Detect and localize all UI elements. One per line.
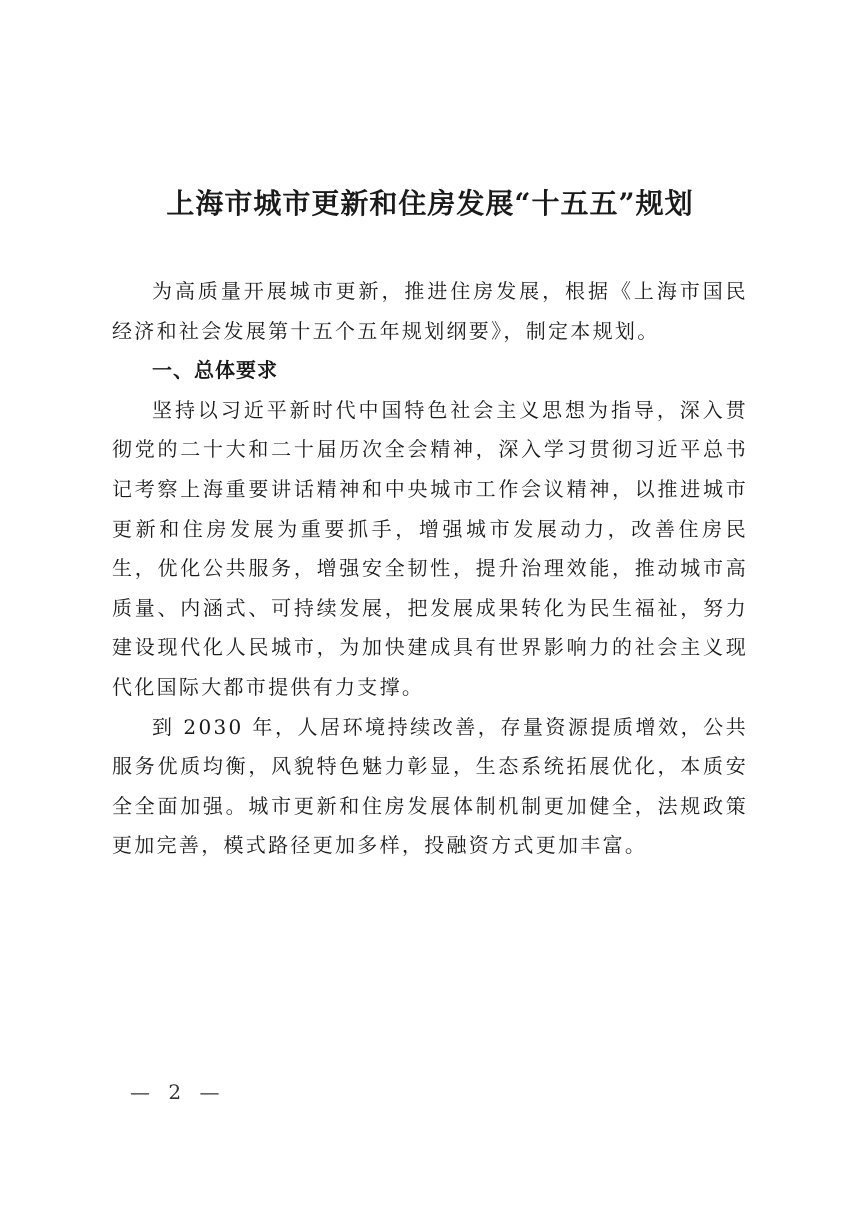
section-heading: 一、总体要求 — [152, 358, 278, 383]
document-body — [112, 272, 748, 866]
body-paragraph: 坚持以习近平新时代中国特色社会主义思想为指导，深入贯彻党的二十大和二十届历次全会精神，深入学习贯彻习近平总书记考察上海重要讲话精神和中央城市工作会议精神，以推进城市更新和住房发展为重要抓手，增强城市发展动力，改善住房民生，优化公共服务，增强安全韧性，提升治理效能，推动城市高质量、内涵式、可持续发展，把发展成果转化为民生福祉，努力建设现代化人民城市，为加快建成具有世界影响力的社会主义现代化国际大都市提供有力支撑。 — [112, 397, 748, 699]
document-title: 上海市城市更新和住房发展“十五五”规划 — [166, 187, 694, 220]
intro-paragraph: 为高质量开展城市更新，推进住房发展，根据《上海市国民经济和社会发展第十五个五年规划纲要》，制定本规划。 — [112, 279, 748, 343]
body-paragraph: 到 2030 年，人居环境持续改善，存量资源提质增效，公共服务优质均衡，风貌特色魅力彰显，生态系统拓展优化，本质安全全面加强。城市更新和住房发展体制机制更加健全，法规政策更加完善，模式路径更加多样，投融资方式更加丰富。 — [112, 714, 748, 858]
page-number: — 2 — — [130, 1080, 226, 1104]
